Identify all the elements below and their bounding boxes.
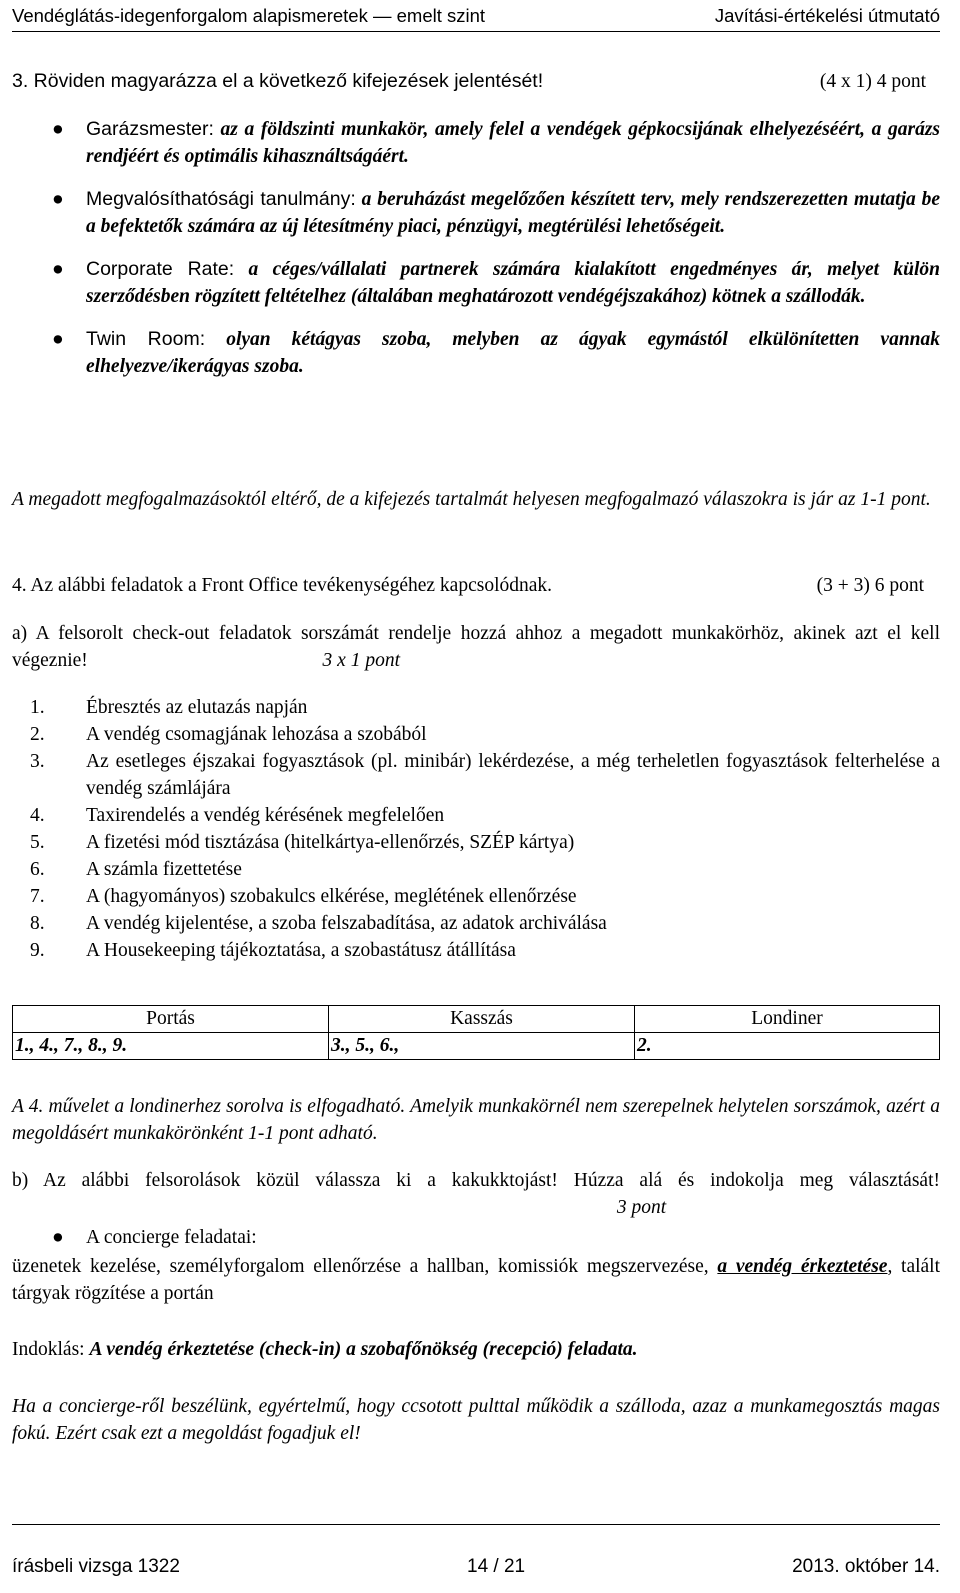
- footer-date: 2013. október 14.: [792, 1556, 940, 1577]
- q3-title: 3. Röviden magyarázza el a következő kifejezések jelentését!: [12, 70, 544, 92]
- definition-term: Megvalósíthatósági tanulmány:: [86, 188, 356, 210]
- table-cell: 1., 4., 7., 8., 9.: [13, 1033, 329, 1060]
- justification-label: Indoklás:: [12, 1339, 85, 1360]
- bullet-icon: ●: [52, 329, 64, 350]
- q4b-text: b) Az alábbi felsorolások közül válassza ki a kakukktojást! Húzza alá és indokolja meg választását!: [12, 1170, 940, 1191]
- q4-points: (3 + 3) 6 pont: [816, 575, 924, 596]
- justification: [12, 1336, 940, 1363]
- list-item: 9. A Housekeeping tájékoztatása, a szobastátusz átállítása: [30, 940, 516, 961]
- roles-table: [12, 1005, 940, 1060]
- bullet-icon: ●: [52, 1227, 64, 1248]
- definition-text: az a földszinti munkakör, amely felel a vendégek gépkocsijának elhelyezéséért, a garázs rendjéért és optimális kihasználtságáért.: [86, 119, 940, 167]
- list-item: 8. A vendég kijelentése, a szoba felszabadítása, az adatok archiválása: [30, 913, 607, 934]
- definition-item: [12, 186, 940, 240]
- page-footer: [12, 1553, 940, 1580]
- column-header: Portás: [13, 1006, 329, 1033]
- definition-item: [12, 256, 940, 310]
- q4b-instruction: [12, 1167, 940, 1221]
- list-item: 6. A számla fizettetése: [30, 859, 242, 880]
- answer-underlined: a vendég érkeztetése: [717, 1256, 888, 1277]
- bullet-icon: ●: [52, 189, 64, 210]
- concierge-task-list: üzenetek kezelése, személyforgalom ellenőrzése a hallban, komissiók megszervezése, a vendég érkeztetése, talált tárgyak rögzítése a portán: [12, 1256, 941, 1304]
- q4b-points: 3 pont: [616, 1197, 667, 1218]
- header-title: Vendéglátás-idegenforgalom alapismeretek — emelt szint: [12, 5, 486, 26]
- column-header: Kasszás: [329, 1006, 635, 1033]
- definition-term: Corporate Rate:: [86, 258, 235, 280]
- column-header: Londiner: [635, 1006, 940, 1033]
- q4-heading: [12, 572, 940, 599]
- concierge-label: A concierge feladatai:: [86, 1227, 257, 1248]
- q3-heading: [12, 68, 940, 95]
- list-item: 3. Az esetleges éjszakai fogyasztások (pl. minibár) lekérdezése, a még terheletlen fogyasztások felterhelése a vendég számlájára: [30, 751, 940, 799]
- list-item: 1. Ébresztés az elutazás napján: [30, 697, 308, 718]
- q3-points: (4 x 1) 4 pont: [819, 71, 926, 92]
- bullet-icon: ●: [52, 259, 64, 280]
- definition-text: a beruházást megelőzően készített terv, mely rendszerezetten mutatja be a befektetők számára az új létesítmény piaci, pénzügyi, megtérülési lehetőségeit.: [86, 189, 940, 237]
- table-cell: 3., 5., 6.,: [329, 1033, 635, 1060]
- checkout-steps: [30, 694, 940, 964]
- table-row: [13, 1033, 940, 1060]
- q4a-points: 3 x 1 pont: [322, 650, 400, 671]
- table-header-row: [13, 1006, 940, 1033]
- q3-note: A megadott megfogalmazásoktól eltérő, de a kifejezés tartalmát helyesen megfogalmazó válaszokra is jár az 1-1 pont.: [12, 489, 931, 510]
- header-subtitle: Javítási-értékelési útmutató: [714, 5, 940, 26]
- list-item: 2. A vendég csomagjának lehozása a szobából: [30, 724, 427, 745]
- page-number: 14 / 21: [467, 1556, 526, 1577]
- definition-term: Garázsmester:: [86, 118, 214, 140]
- q4-title: 4. Az alábbi feladatok a Front Office tevékenységéhez kapcsolódnak.: [12, 575, 553, 596]
- table-cell: 2.: [635, 1033, 940, 1060]
- bullet-icon: ●: [52, 119, 64, 140]
- footer-exam: írásbeli vizsga 1322: [12, 1556, 180, 1577]
- page-header: [12, 3, 940, 32]
- definition-item: [12, 326, 940, 380]
- list-item: 5. A fizetési mód tisztázása (hitelkártya-ellenőrzés, SZÉP kártya): [30, 832, 575, 853]
- definition-text: olyan kétágyas szoba, melyben az ágyak egymástól elkülönítetten vannak elhelyezve/ikerágyas szoba.: [86, 329, 941, 377]
- final-note: Ha a concierge-ről beszélünk, egyértelmű, hogy ccsotott pulttal működik a szálloda, azaz a munkamegosztás magas fokú. Ezért csak ezt a megoldást fogadjuk el!: [12, 1396, 940, 1444]
- definition-text: a céges/vállalati partnerek számára kialakított engedményes ár, melyet külön szerződésben rögzített feltételhez (általában meghatározott vendégéjszakához) kötnek a szállodák.: [86, 259, 940, 307]
- justification-text: A vendég érkeztetése (check-in) a szobafőnökség (recepció) feladata.: [89, 1339, 638, 1360]
- definition-term: Twin Room:: [86, 328, 206, 350]
- q3-definitions: [12, 116, 940, 396]
- q4a-instruction: [12, 620, 940, 674]
- list-item: 4. Taxirendelés a vendég kérésének megfelelően: [30, 805, 445, 826]
- q4a-note: A 4. művelet a londinerhez sorolva is elfogadható. Amelyik munkakörnél nem szerepelnek helytelen sorszámok, azért a megoldásért munkakörönként 1-1 pont adható.: [12, 1096, 940, 1144]
- list-item: 7. A (hagyományos) szobakulcs elkérése, meglétének ellenőrzése: [30, 886, 577, 907]
- q4a-text: a) A felsorolt check-out feladatok sorszámát rendelje hozzá ahhoz a megadott munkakörhöz, akinek azt el kell végeznie!: [12, 623, 940, 671]
- footer-divider: [12, 1524, 940, 1525]
- definition-item: [12, 116, 940, 170]
